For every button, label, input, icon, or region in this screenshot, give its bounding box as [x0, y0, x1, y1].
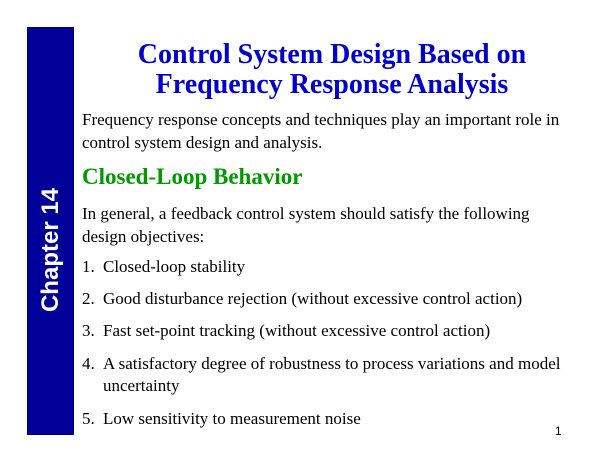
page-number: 1 — [555, 424, 562, 438]
list-item-number: 1. — [82, 257, 95, 276]
title-line-1: Control System Design Based on — [137, 39, 527, 70]
list-item-number: 3. — [82, 321, 95, 340]
list-item-number: 4. — [82, 354, 95, 373]
list-item — [82, 353, 577, 397]
list-item-text: Good disturbance rejection (without excessive control action) — [103, 289, 523, 308]
title-line-2: Frequency Response Analysis — [155, 69, 509, 100]
list-item-text: A satisfactory degree of robustness to process variations and model uncertainty — [103, 354, 561, 395]
section-heading: Closed-Loop Behavior — [82, 164, 303, 189]
list-item-text: Closed-loop stability — [103, 257, 246, 276]
list-item — [82, 288, 577, 310]
list-item-text: Low sensitivity to measurement noise — [103, 409, 361, 428]
list-item — [82, 256, 577, 278]
list-item — [82, 408, 577, 430]
intro-paragraph: Frequency response concepts and techniques play an important role in control system design and analysis. — [82, 110, 560, 152]
list-item-number: 5. — [82, 409, 95, 428]
list-item-text: Fast set-point tracking (without excessive control action) — [103, 321, 491, 340]
list-item-number: 2. — [82, 289, 95, 308]
chapter-label: Chapter 14 — [36, 187, 64, 313]
slide-title — [82, 40, 582, 100]
body-paragraph: In general, a feedback control system should satisfy the following design objectives: — [82, 204, 530, 246]
list-item — [82, 320, 577, 342]
chapter-side-band — [27, 27, 74, 435]
